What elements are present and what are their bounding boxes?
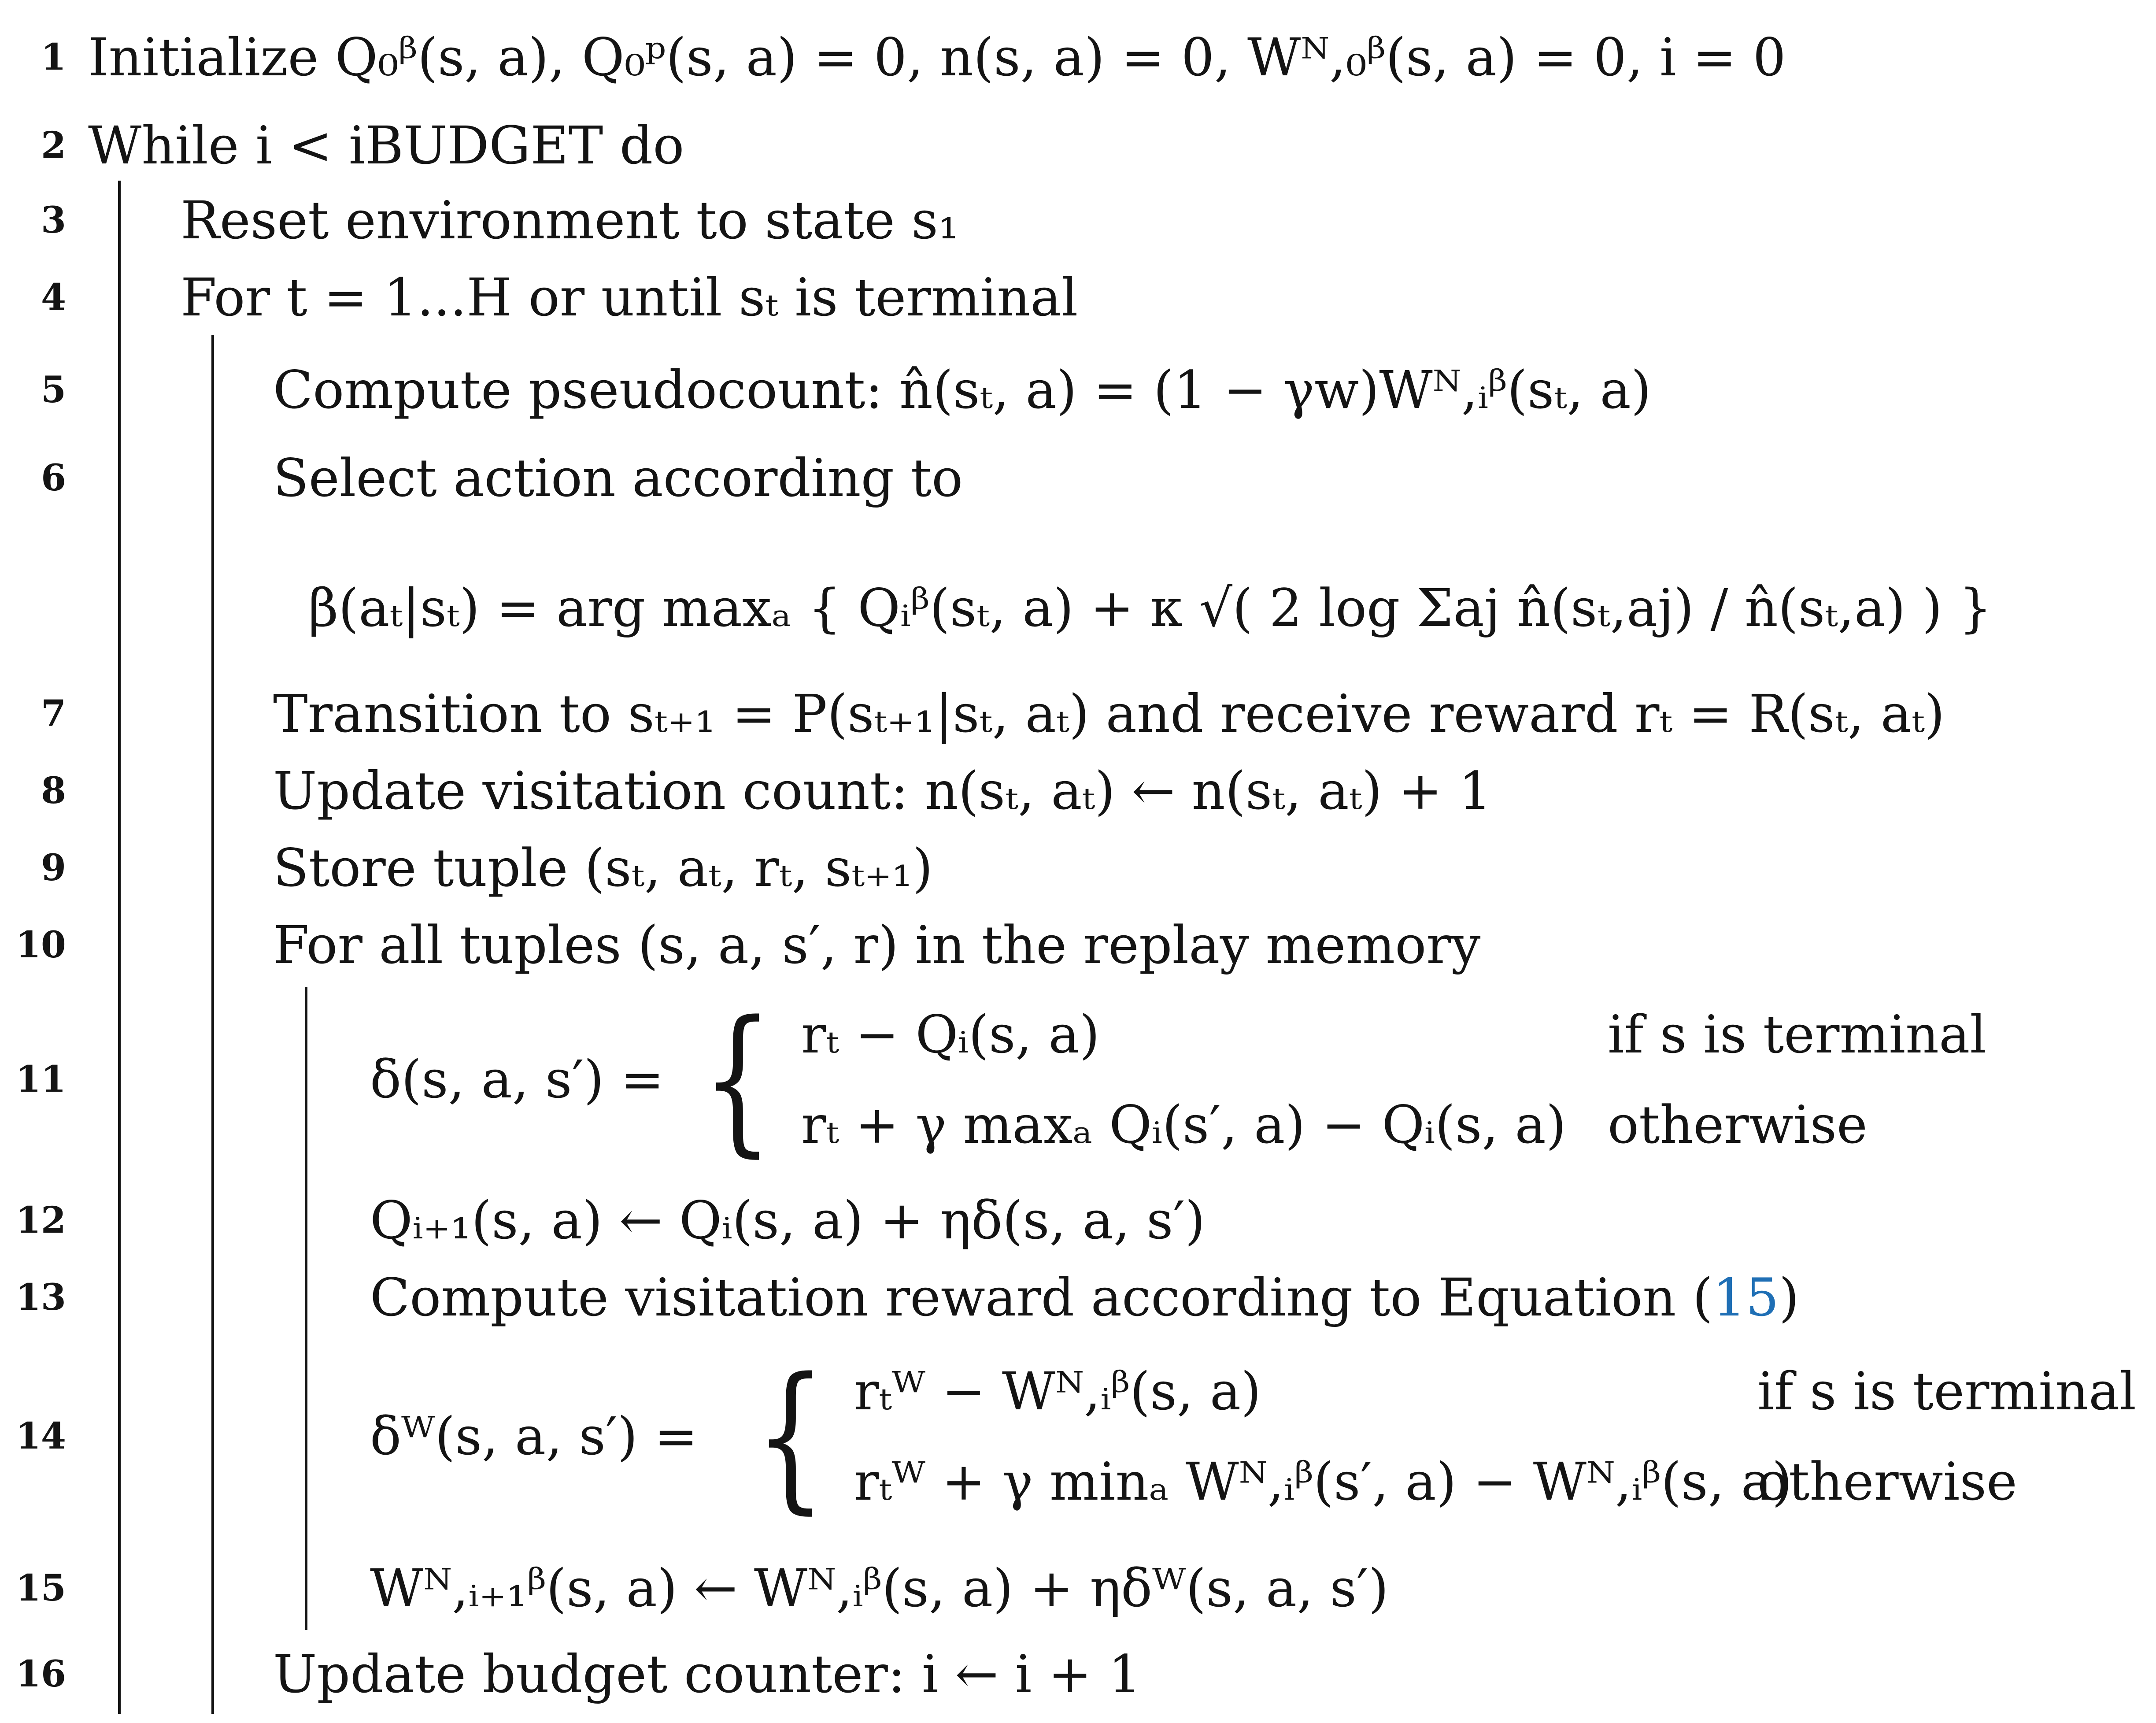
case-terminal-condition: if s is terminal bbox=[1608, 1004, 1987, 1065]
algorithm-line-7 bbox=[0, 676, 2156, 751]
line-number: 8 bbox=[41, 770, 66, 812]
line-text-after-ref: ) bbox=[1779, 1267, 1799, 1328]
case-otherwise-expr: rₜ + γ maxₐ Qᵢ(s′, a) − Qᵢ(s, a) bbox=[801, 1094, 1566, 1155]
case-otherwise-condition: otherwise bbox=[1608, 1094, 1868, 1155]
line-text: Wᴺ,ᵢ₊₁ᵝ(s, a) ← Wᴺ,ᵢᵝ(s, a) + ηδᵂ(s, a, s′) bbox=[370, 1558, 1389, 1619]
algorithm-line-9 bbox=[0, 830, 2156, 905]
case-terminal-condition: if s is terminal bbox=[1757, 1360, 2137, 1422]
case-expressions bbox=[854, 1346, 1792, 1527]
line-number: 10 bbox=[15, 924, 66, 966]
line-number: 16 bbox=[15, 1653, 66, 1695]
left-brace: { bbox=[702, 987, 773, 1171]
algorithm-line-8 bbox=[0, 753, 2156, 828]
algorithm-line-11 bbox=[0, 987, 2156, 1172]
line-text: Reset environment to state s₁ bbox=[181, 190, 959, 251]
line-text: Initialize Q₀ᵝ(s, a), Q₀ᵖ(s, a) = 0, n(s, a) = 0, Wᴺ,₀ᵝ(s, a) = 0, i = 0 bbox=[88, 27, 1786, 88]
equation-reference-link[interactable]: 15 bbox=[1712, 1267, 1779, 1328]
td-error-conditions bbox=[1608, 987, 1986, 1172]
line-number: 14 bbox=[15, 1415, 66, 1457]
line-text: Qᵢ₊₁(s, a) ← Qᵢ(s, a) + ηδ(s, a, s′) bbox=[370, 1190, 1206, 1251]
algorithm-line-2 bbox=[0, 108, 2156, 183]
line-text bbox=[370, 1267, 1799, 1328]
case-expressions bbox=[801, 989, 1566, 1170]
line-text: While i < iBUDGET do bbox=[88, 115, 684, 176]
case-otherwise-condition: otherwise bbox=[1757, 1451, 2017, 1512]
algorithm-line-15 bbox=[0, 1551, 2156, 1626]
line-number: 13 bbox=[15, 1276, 66, 1319]
algorithm-line-1 bbox=[0, 20, 2156, 95]
line-text: For all tuples (s, a, s′, r) in the replay memory bbox=[273, 915, 1481, 975]
algorithm-line-4 bbox=[0, 260, 2156, 335]
line-text: Store tuple (sₜ, aₜ, rₜ, sₜ₊₁) bbox=[273, 837, 933, 898]
line-text-before-ref: Compute visitation reward according to Equation ( bbox=[370, 1267, 1713, 1328]
td-error-lhs: δ(s, a, s′) = bbox=[370, 1049, 664, 1110]
line-text: Select action according to bbox=[273, 448, 963, 508]
visitation-td-error-conditions bbox=[1757, 1344, 2136, 1529]
line-text: Transition to sₜ₊₁ = P(sₜ₊₁|sₜ, aₜ) and receive reward rₜ = R(sₜ, aₜ) bbox=[273, 683, 1945, 744]
algorithm-line-13 bbox=[0, 1260, 2156, 1335]
visitation-td-error-cases bbox=[740, 1344, 1792, 1529]
algorithm-line-14 bbox=[0, 1344, 2156, 1529]
line-number: 7 bbox=[41, 693, 66, 735]
line-number: 12 bbox=[15, 1199, 66, 1241]
line-number: 6 bbox=[41, 457, 66, 499]
line-number: 2 bbox=[41, 124, 66, 167]
line-text: For t = 1...H or until sₜ is terminal bbox=[181, 267, 1078, 328]
line-number: 3 bbox=[41, 199, 66, 241]
algorithm-line-3 bbox=[0, 183, 2156, 258]
case-terminal-expr: rₜ − Qᵢ(s, a) bbox=[801, 1004, 1100, 1065]
line-text: Update budget counter: i ← i + 1 bbox=[273, 1644, 1142, 1704]
algorithm-line-6-formula bbox=[0, 551, 2156, 665]
case-otherwise-expr: rₜᵂ + γ minₐ Wᴺ,ᵢᵝ(s′, a) − Wᴺ,ᵢᵝ(s, a) bbox=[854, 1451, 1793, 1512]
line-number: 11 bbox=[15, 1058, 66, 1100]
line-text: Compute pseudocount: n̂(sₜ, a) = (1 − γw)Wᴺ,ᵢᵝ(sₜ, a) bbox=[273, 359, 1651, 420]
line-number: 4 bbox=[41, 276, 66, 319]
line-number: 15 bbox=[15, 1567, 66, 1609]
line-number: 5 bbox=[41, 369, 66, 411]
line-number: 1 bbox=[41, 36, 66, 78]
case-terminal-expr: rₜᵂ − Wᴺ,ᵢᵝ(s, a) bbox=[854, 1360, 1261, 1422]
td-error-cases bbox=[687, 987, 1566, 1172]
line-number: 9 bbox=[41, 847, 66, 889]
line-text: Update visitation count: n(sₜ, aₜ) ← n(sₜ, aₜ) + 1 bbox=[273, 760, 1492, 821]
algorithm-line-6 bbox=[0, 441, 2156, 515]
policy-formula: β(aₜ|sₜ) = arg maxₐ { Qᵢᵝ(sₜ, a) + κ √( 2 log Σaj n̂(sₜ,aj) / n̂(sₜ,a) ) } bbox=[308, 578, 1992, 638]
algorithm-line-10 bbox=[0, 908, 2156, 982]
visitation-td-error-lhs: δᵂ(s, a, s′) = bbox=[370, 1406, 698, 1467]
algorithm-line-12 bbox=[0, 1183, 2156, 1258]
algorithm-line-16 bbox=[0, 1637, 2156, 1712]
left-brace: { bbox=[755, 1344, 826, 1528]
algorithm-line-5 bbox=[0, 352, 2156, 427]
